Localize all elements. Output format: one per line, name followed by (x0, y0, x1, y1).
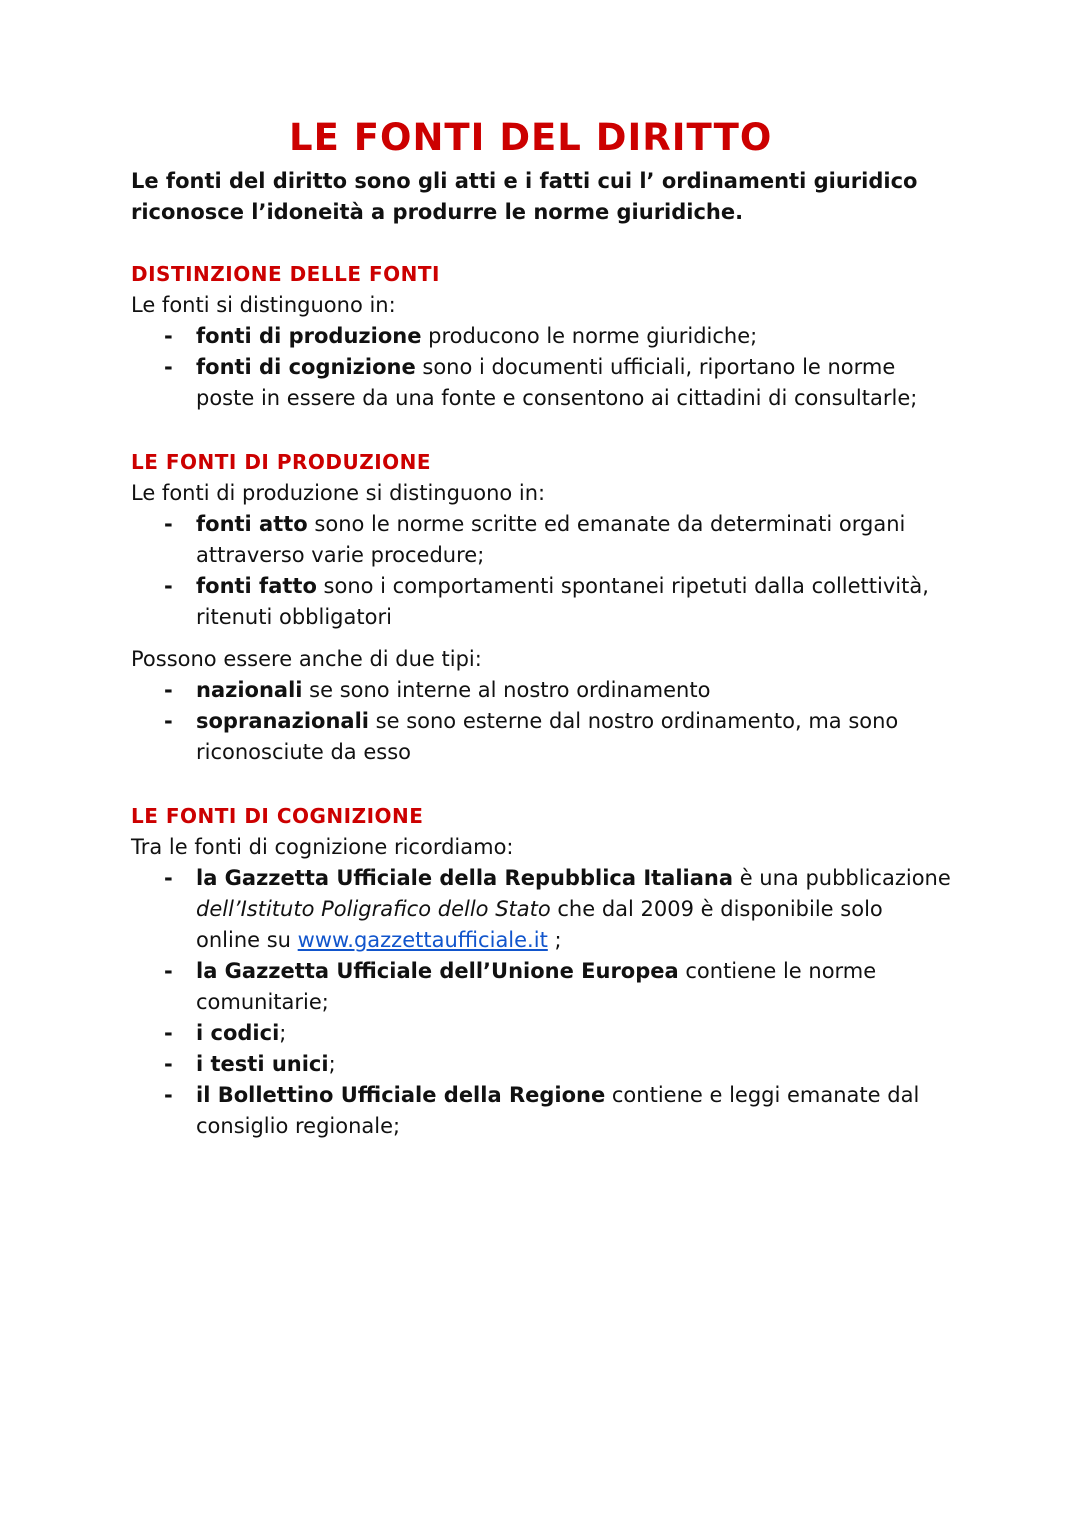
bullet-list (131, 509, 951, 633)
section-produzione (131, 447, 951, 768)
list-item (131, 571, 951, 633)
list-item-text: contiene e leggi emanate dal consiglio regionale; (196, 1083, 920, 1138)
section-heading: DISTINZIONE DELLE FONTI (131, 262, 440, 286)
section-distinzione (131, 259, 951, 414)
list-item (131, 1018, 951, 1049)
list-item-text: ; (279, 1021, 287, 1045)
list-item-term: fonti di cognizione (196, 355, 416, 379)
list-item-text: che dal 2009 è disponibile solo online su (196, 897, 883, 952)
intro-paragraph: Le fonti del diritto sono gli atti e i fatti cui l’ ordinamenti giuridico riconosce l’idoneità a produrre le norme giuridiche. (131, 169, 918, 224)
list-item-term: nazionali (196, 678, 303, 702)
list-item-term: fonti di produzione (196, 324, 422, 348)
section-heading: LE FONTI DI COGNIZIONE (131, 804, 424, 828)
list-item (131, 863, 951, 956)
gazzetta-link[interactable]: www.gazzettaufficiale.it (297, 928, 548, 952)
list-item-term: il Bollettino Ufficiale della Regione (196, 1083, 606, 1107)
list-item-text: è una pubblicazione (733, 866, 951, 890)
list-item-term: fonti atto (196, 512, 308, 536)
list-item-text: ; (547, 928, 562, 952)
list-item-text: sono i comportamenti spontanei ripetuti dalla collettività, ritenuti obbligatori (196, 574, 929, 629)
list-item-text: se sono esterne dal nostro ordinamento, ma sono riconosciute da esso (196, 709, 899, 764)
list-item-text: sono i documenti ufficiali, riportano le norme poste in essere da una fonte e consentono ai cittadini di consultarle; (196, 355, 918, 410)
section-heading: LE FONTI DI PRODUZIONE (131, 450, 432, 474)
list-item-text: se sono interne al nostro ordinamento (302, 678, 711, 702)
list-item-term: i testi unici (196, 1052, 329, 1076)
list-item (131, 706, 951, 768)
list-item-term: la Gazzetta Ufficiale dell’Unione Europea (196, 959, 679, 983)
list-item (131, 1049, 951, 1080)
list-item (131, 321, 951, 352)
bullet-list (131, 863, 951, 1142)
list-item (131, 352, 951, 414)
section-lead: Le fonti di produzione si distinguono in: (131, 481, 546, 505)
section-cognizione (131, 801, 951, 1142)
list-item (131, 509, 951, 571)
list-item-term: sopranazionali (196, 709, 369, 733)
section-lead: Le fonti si distinguono in: (131, 293, 396, 317)
list-item-term: i codici (196, 1021, 280, 1045)
list-item-text: ; (328, 1052, 336, 1076)
list-item (131, 956, 951, 1018)
page-title: LE FONTI DEL DIRITTO (289, 116, 773, 159)
list-item (131, 1080, 951, 1142)
section-lead-secondary: Possono essere anche di due tipi: (131, 647, 482, 671)
list-item-term: la Gazzetta Ufficiale della Repubblica Italiana (196, 866, 734, 890)
list-item-text: contiene le norme comunitarie; (196, 959, 877, 1014)
list-item-text: producono le norme giuridiche; (421, 324, 758, 348)
list-item-text: sono le norme scritte ed emanate da determinati organi attraverso varie procedure; (196, 512, 906, 567)
list-item (131, 675, 951, 706)
list-item-term: fonti fatto (196, 574, 317, 598)
list-item-italic: dell’Istituto Poligrafico dello Stato (196, 897, 551, 921)
section-lead: Tra le fonti di cognizione ricordiamo: (131, 835, 514, 859)
bullet-list (131, 321, 951, 414)
bullet-list (131, 675, 951, 768)
